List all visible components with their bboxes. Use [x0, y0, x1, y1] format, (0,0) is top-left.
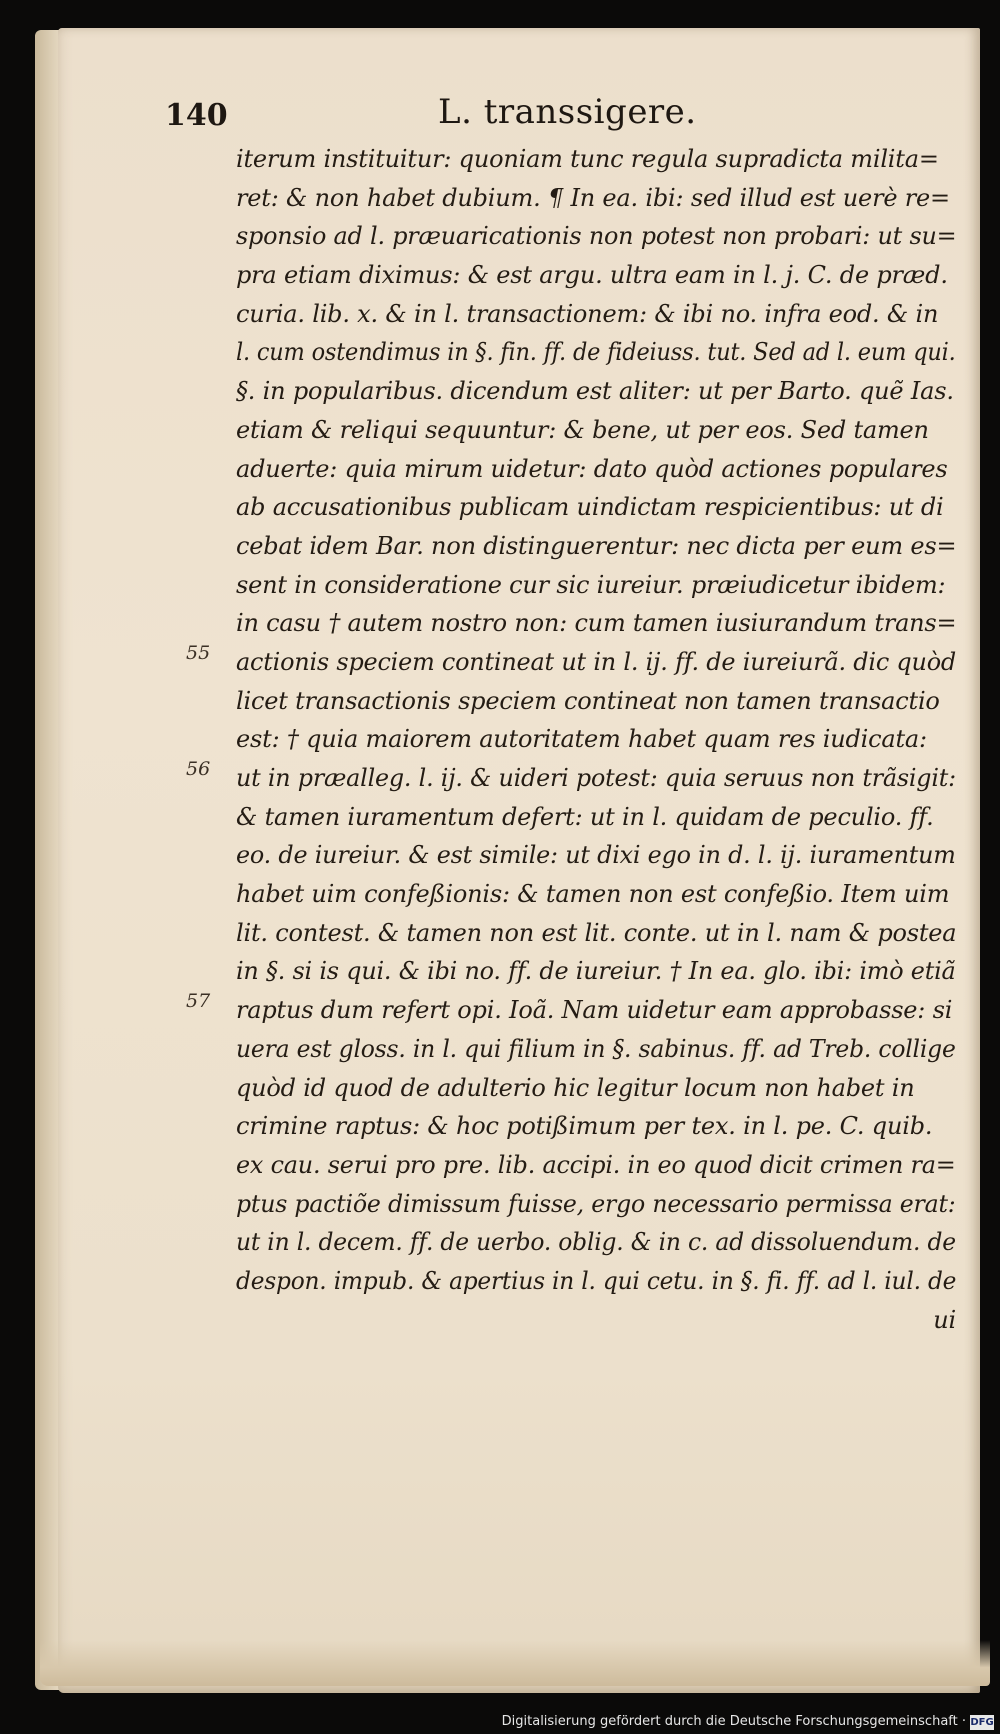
text-line: actionis speciem contineat ut in l. ij. ff. de iureiurã. dic quòd: [236, 647, 956, 676]
text-line: in casu † autem nostro non: cum tamen iusiurandum trans=: [236, 609, 957, 638]
text-line: habet uim confeßionis: & tamen non est confeßio. Item uim: [236, 880, 950, 909]
text-line: sent in consideratione cur sic iureiur. præiudicetur ibidem:: [236, 570, 946, 599]
digitization-footer: [0, 1714, 1000, 1734]
catchword: ui: [933, 1305, 956, 1334]
text-line: & tamen iuramentum defert: ut in l. quidam de peculio. ff.: [236, 802, 934, 831]
text-line: crimine raptus: & hoc potißimum per tex. in l. pe. C. quib.: [236, 1112, 933, 1141]
text-line: etiam & reliqui sequuntur: & bene, ut per eos. Sed tamen: [236, 415, 929, 444]
text-line: §. in popularibus. dicendum est aliter: ut per Barto. quẽ Ias.: [236, 377, 954, 406]
text-line: ret: & non habet dubium. ¶ In ea. ibi: sed illud est uerè re=: [236, 183, 950, 212]
text-line: cebat idem Bar. non distinguerentur: nec dicta per eum es=: [236, 531, 957, 560]
text-line: l. cum ostendimus in §. fin. ff. de fideiuss. tut. Sed ad l. eum qui.: [236, 338, 956, 367]
text-line: pra etiam diximus: & est argu. ultra eam in l. j. C. de præd.: [236, 261, 948, 290]
text-line: in §. si is qui. & ibi no. ff. de iureiur. † In ea. glo. ibi: imò etiã: [236, 957, 956, 986]
running-title: L. transsigere.: [438, 92, 697, 132]
marginal-number: 55: [186, 642, 211, 664]
text-line: eo. de iureiur. & est simile: ut dixi ego in d. l. ij. iuramentum: [236, 841, 956, 870]
text-line: ut in l. decem. ff. de uerbo. oblig. & in c. ad dissoluendum. de: [236, 1228, 956, 1257]
text-line: iterum instituitur: quoniam tunc regula supradicta milita=: [236, 145, 939, 173]
text-line: ptus pactiõe dimissum fuisse, ergo necessario permissa erat:: [236, 1189, 956, 1218]
text-line: despon. impub. & apertius in l. qui cetu. in §. fi. ff. ad l. iul. de: [236, 1266, 957, 1295]
page-bottom-edge: [40, 1640, 990, 1686]
footer-credit: Digitalisierung gefördert durch die Deutsche Forschungsgemeinschaft ·: [501, 1714, 966, 1729]
text-line: quòd id quod de adulterio hic legitur locum non habet in: [236, 1073, 915, 1102]
text-line: raptus dum refert opi. Ioã. Nam uidetur eam approbasse: si: [236, 996, 953, 1025]
body-text: [236, 140, 956, 1339]
page-header: [0, 92, 1000, 142]
text-line: ut in præalleg. l. ij. & uideri potest: quia seruus non trãsigit:: [236, 764, 956, 792]
text-line: uera est gloss. in l. qui filium in §. sabinus. ff. ad Treb. collige: [236, 1034, 956, 1063]
marginal-number: 56: [186, 758, 211, 780]
text-line: ex cau. serui pro pre. lib. accipi. in eo quod dicit crimen ra=: [236, 1150, 956, 1179]
text-line: ab accusationibus publicam uindictam respicientibus: ut di: [236, 493, 944, 522]
text-line: lit. contest. & tamen non est lit. conte. ut in l. nam & postea: [236, 918, 957, 947]
page-number: 140: [165, 98, 228, 133]
marginal-number: 57: [186, 990, 211, 1012]
text-line: aduerte: quia mirum uidetur: dato quòd actiones populares: [236, 454, 948, 483]
text-line: curia. lib. x. & in l. transactionem: & ibi no. infra eod. & in: [236, 299, 939, 328]
text-line: sponsio ad l. præuaricationis non potest non probari: ut su=: [236, 222, 957, 251]
text-line: est: † quia maiorem autoritatem habet quam res iudicata:: [236, 725, 927, 754]
text-line: licet transactionis speciem contineat non tamen transactio: [236, 686, 940, 715]
dfg-logo-icon: DFG: [970, 1717, 994, 1728]
